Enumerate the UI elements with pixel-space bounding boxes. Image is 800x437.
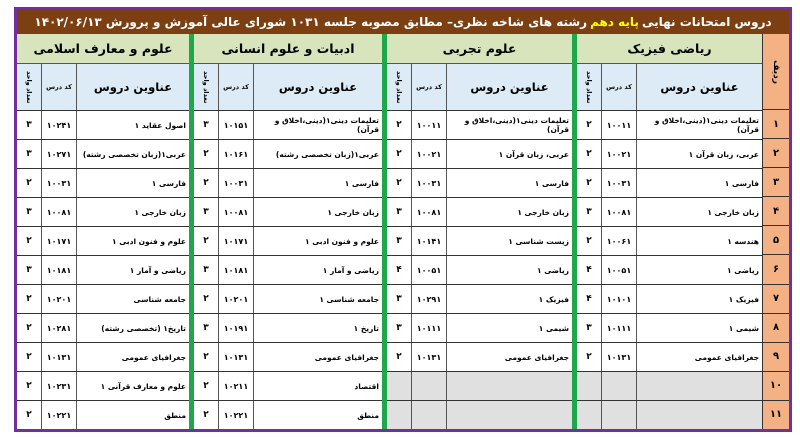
course-code-cell: ۱۰۱۳۱ (41, 343, 76, 371)
course-title-cell: منطق (76, 401, 189, 429)
column-header-units (387, 64, 411, 110)
column-header-code: کد درس (411, 64, 446, 110)
course-code-cell: ۱۰۲۳۱ (41, 372, 76, 400)
course-code-cell: ۱۰۰۳۱ (218, 169, 253, 197)
course-units-cell: ۲ (396, 149, 402, 159)
course-code-cell: ۱۰۰۳۱ (601, 169, 636, 197)
table-row (17, 111, 189, 140)
row-number-cell: ۱۱ (769, 409, 783, 421)
course-title-cell: عربی، زبان قرآن ۱ (636, 140, 762, 168)
course-code-cell: ۱۰۱۸۱ (41, 256, 76, 284)
course-title-cell: جامعه شناسی (76, 285, 189, 313)
table-row (17, 372, 189, 401)
table-row (387, 372, 572, 401)
course-units-cell (387, 401, 411, 429)
course-title-cell: ریاضی و آمار ۱ (253, 256, 382, 284)
course-title-cell: منطق (253, 401, 382, 429)
course-units-cell: ۳ (26, 207, 32, 217)
course-units-cell: ۳ (586, 323, 592, 333)
title-part-2: رشته های شاخه نظری– مطابق مصوبه جلسه ۱۰۳۱ شورای عالی آموزش و پرورش ۱۴۰۲/۰۶/۱۳ (34, 14, 588, 29)
column-header-row (194, 64, 382, 111)
course-code-cell: ۱۰۱۳۱ (411, 343, 446, 371)
table-row (17, 198, 189, 227)
group-olum-tajrobi (382, 34, 572, 429)
course-units-cell: ۲ (203, 381, 209, 391)
course-code-cell: ۱۰۰۸۱ (218, 198, 253, 226)
row-number-header (763, 34, 789, 110)
table-row (194, 256, 382, 285)
course-title-cell: ریاضی ۱ (636, 256, 762, 284)
course-units-cell: ۲ (396, 120, 402, 130)
row-number-cell: ۳ (763, 168, 789, 197)
course-code-cell: ۱۰۱۳۱ (218, 343, 253, 371)
course-title-cell: علوم و معارف قرآنی ۱ (76, 372, 189, 400)
course-code-cell (601, 401, 636, 429)
course-units-cell: ۲ (26, 323, 32, 333)
course-units-cell: ۲ (26, 178, 32, 188)
row-number-cell: ۹ (763, 343, 789, 372)
column-header-units (577, 64, 601, 110)
course-units-cell: ۳ (203, 207, 209, 217)
column-header-units-label: تعداد واحد (585, 70, 593, 104)
course-units-cell: ۲ (396, 178, 402, 188)
course-units-cell: ۲ (586, 178, 592, 188)
table-row (17, 140, 189, 169)
group-header: علوم و معارف اسلامی (17, 34, 189, 64)
course-title-cell: جغرافیای عمومی (76, 343, 189, 371)
course-units-cell: ۳ (26, 265, 32, 275)
table-row (577, 169, 762, 198)
course-title-cell: تعلیمات دینی۱(دینی،اخلاق و قرآن) (446, 111, 572, 139)
table-row (577, 198, 762, 227)
table-row (577, 343, 762, 372)
course-code-cell: ۱۰۰۵۱ (411, 256, 446, 284)
course-title-cell: فارسی ۱ (636, 169, 762, 197)
group-header: علوم تجربی (387, 34, 572, 64)
course-units-cell: ۳ (396, 294, 402, 304)
course-code-cell: ۱۰۱۱۱ (411, 314, 446, 342)
course-title-cell: عربی۱(زبان تخصصی رشته) (76, 140, 189, 168)
course-code-cell: ۱۰۱۹۱ (218, 314, 253, 342)
course-code-cell: ۱۰۰۸۱ (411, 198, 446, 226)
course-title-cell: شیمی ۱ (446, 314, 572, 342)
course-code-cell: ۱۰۱۰۱ (601, 285, 636, 313)
table-row (194, 198, 382, 227)
course-code-cell: ۱۰۰۸۱ (601, 198, 636, 226)
course-units-cell: ۳ (396, 236, 402, 246)
course-units-cell: ۳ (396, 207, 402, 217)
table-row (194, 140, 382, 169)
table-row (387, 285, 572, 314)
course-title-cell: علوم و فنون ادبی ۱ (253, 227, 382, 255)
course-title-cell: فارسی ۱ (76, 169, 189, 197)
course-code-cell: ۱۰۱۱۱ (601, 314, 636, 342)
column-header-units-label: تعداد واحد (25, 70, 33, 104)
table-row (194, 111, 382, 140)
table-row (577, 227, 762, 256)
table-row (387, 256, 572, 285)
course-code-cell: ۱۰۱۷۱ (41, 227, 76, 255)
title-highlight: پایه دهم (590, 14, 639, 29)
course-code-cell: ۱۰۱۵۱ (218, 111, 253, 139)
course-code-cell (601, 372, 636, 400)
table-row (194, 314, 382, 343)
course-code-cell: ۱۰۲۰۱ (41, 285, 76, 313)
course-title-cell: فارسی ۱ (253, 169, 382, 197)
course-title-cell: علوم و فنون ادبی ۱ (76, 227, 189, 255)
course-units-cell: ۲ (203, 410, 209, 420)
course-code-cell (411, 372, 446, 400)
course-title-cell: اصول عقاید ۱ (76, 111, 189, 139)
row-number-column (762, 34, 789, 429)
row-number-cell: ۱۰ (763, 372, 789, 401)
course-code-cell: ۱۰۲۸۱ (41, 314, 76, 342)
course-code-cell: ۱۰۱۷۱ (218, 227, 253, 255)
column-header-code: کد درس (601, 64, 636, 110)
course-units-cell (577, 401, 601, 429)
table-row (17, 256, 189, 285)
course-units-cell: ۴ (586, 294, 592, 304)
course-units-cell: ۴ (586, 265, 592, 275)
course-title-cell: زبان خارجی ۱ (76, 198, 189, 226)
course-units-cell: ۲ (586, 120, 592, 130)
table-row (387, 111, 572, 140)
course-title-cell (636, 401, 762, 429)
table-row (577, 285, 762, 314)
row-number-cell: ۲ (763, 139, 789, 168)
group-header: ادبیات و علوم انسانی (194, 34, 382, 64)
course-units-cell: ۳ (26, 120, 32, 130)
course-title-cell: تعلیمات دینی۱(دینی،اخلاق و قرآن) (636, 111, 762, 139)
course-title-cell (446, 401, 572, 429)
table-row (17, 401, 189, 429)
group-adabiat-ensani (189, 34, 382, 429)
group-header: ریاضی فیزیک (577, 34, 762, 64)
table-row (577, 140, 762, 169)
course-code-cell: ۱۰۲۹۱ (411, 285, 446, 313)
exam-table-sheet (14, 7, 792, 432)
course-units-cell: ۳ (396, 323, 402, 333)
course-code-cell: ۱۰۱۴۱ (411, 227, 446, 255)
column-header-row (577, 64, 762, 111)
row-number-header-label: ردیف (771, 59, 781, 84)
column-header-title: عناوین دروس (76, 64, 189, 110)
table-row (387, 227, 572, 256)
course-title-cell: جغرافیای عمومی (446, 343, 572, 371)
table-row (17, 285, 189, 314)
course-title-cell: هندسه ۱ (636, 227, 762, 255)
course-code-cell: ۱۰۰۱۱ (411, 111, 446, 139)
column-header-row (387, 64, 572, 111)
course-code-cell: ۱۰۰۳۱ (41, 169, 76, 197)
course-code-cell: ۱۰۲۲۱ (41, 401, 76, 429)
course-title-cell: زبان خارجی ۱ (253, 198, 382, 226)
course-code-cell: ۱۰۲۴۱ (41, 111, 76, 139)
course-title-cell: تاریخ ۱ (253, 314, 382, 342)
column-header-row (17, 64, 189, 111)
table-row (194, 372, 382, 401)
row-number-cell: ۱ (763, 110, 789, 139)
course-code-cell: ۱۰۰۵۱ (601, 256, 636, 284)
course-title-cell: جغرافیای عمومی (253, 343, 382, 371)
group-maaref-eslami (17, 34, 189, 429)
table-row (17, 169, 189, 198)
column-header-title: عناوین دروس (636, 64, 762, 110)
table-row (387, 140, 572, 169)
course-code-cell: ۱۰۰۸۱ (41, 198, 76, 226)
table-row (577, 256, 762, 285)
column-header-units (194, 64, 218, 110)
table-row (194, 169, 382, 198)
table-row (387, 401, 572, 429)
table-row (577, 401, 762, 429)
course-code-cell: ۱۰۱۶۱ (218, 140, 253, 168)
course-units-cell: ۲ (26, 236, 32, 246)
column-header-title: عناوین دروس (253, 64, 382, 110)
group-riazi-fizik (572, 34, 762, 429)
row-number-cell: ۴ (763, 197, 789, 226)
course-units-cell: ۳ (203, 120, 209, 130)
course-units-cell: ۲ (203, 294, 209, 304)
course-title-cell (446, 372, 572, 400)
course-title-cell: اقتصاد (253, 372, 382, 400)
course-code-cell: ۱۰۱۸۱ (218, 256, 253, 284)
course-title-cell: ریاضی و آمار ۱ (76, 256, 189, 284)
course-title-cell: زیست شناسی ۱ (446, 227, 572, 255)
course-units-cell: ۲ (586, 236, 592, 246)
course-code-cell: ۱۰۰۱۱ (601, 111, 636, 139)
course-units-cell: ۲ (586, 352, 592, 362)
course-title-cell: فیزیک ۱ (636, 285, 762, 313)
course-units-cell: ۲ (203, 236, 209, 246)
course-units-cell: ۳ (586, 207, 592, 217)
row-number-cell: ۵ (763, 226, 789, 255)
course-units-cell: ۲ (203, 178, 209, 188)
table-row (577, 111, 762, 140)
course-title-cell: جامعه شناسی ۱ (253, 285, 382, 313)
course-code-cell: ۱۰۲۷۱ (41, 140, 76, 168)
course-title-cell: ریاضی ۱ (446, 256, 572, 284)
title-part-1: دروس امتحانات نهایی (641, 14, 772, 29)
column-header-units-label: تعداد واحد (202, 70, 210, 104)
course-code-cell: ۱۰۲۰۱ (218, 285, 253, 313)
table-row (387, 343, 572, 372)
course-code-cell: ۱۰۲۱۱ (218, 372, 253, 400)
course-units-cell (577, 372, 601, 400)
table-row (387, 169, 572, 198)
course-units-cell (387, 372, 411, 400)
column-header-code: کد درس (41, 64, 76, 110)
course-code-cell: ۱۰۰۶۱ (601, 227, 636, 255)
course-units-cell: ۲ (396, 352, 402, 362)
table-row (387, 198, 572, 227)
course-units-cell: ۳ (203, 323, 209, 333)
course-title-cell: جغرافیای عمومی (636, 343, 762, 371)
course-title-cell: عربی۱(زبان تخصصی رشته) (253, 140, 382, 168)
table-row (194, 343, 382, 372)
course-title-cell: فارسی ۱ (446, 169, 572, 197)
course-code-cell: ۱۰۱۳۱ (601, 343, 636, 371)
course-title-cell: عربی، زبان قرآن ۱ (446, 140, 572, 168)
column-header-units (17, 64, 41, 110)
course-grid (17, 34, 789, 429)
course-units-cell: ۲ (203, 149, 209, 159)
table-row (17, 227, 189, 256)
course-units-cell: ۳ (26, 149, 32, 159)
course-title-cell: زبان خارجی ۱ (446, 198, 572, 226)
course-title-cell: تاریخ۱ (تخصصی رشته) (76, 314, 189, 342)
course-title-cell: تعلیمات دینی۱(دینی،اخلاق و قرآن) (253, 111, 382, 139)
table-row (387, 314, 572, 343)
row-number-cell: ۶ (763, 255, 789, 284)
course-title-cell: زبان خارجی ۱ (636, 198, 762, 226)
row-number-cell: ۷ (763, 285, 789, 314)
table-row (17, 314, 189, 343)
course-units-cell: ۴ (396, 265, 402, 275)
column-header-units-label: تعداد واحد (395, 70, 403, 104)
course-units-cell: ۲ (26, 352, 32, 362)
course-code-cell: ۱۰۰۲۱ (411, 140, 446, 168)
row-number-cell: ۸ (763, 314, 789, 343)
course-units-cell: ۲ (26, 381, 32, 391)
course-units-cell: ۳ (203, 265, 209, 275)
course-code-cell: ۱۰۰۲۱ (601, 140, 636, 168)
page-title (17, 9, 789, 34)
course-code-cell: ۱۰۰۳۱ (411, 169, 446, 197)
course-units-cell: ۲ (203, 352, 209, 362)
course-title-cell: فیزیک ۱ (446, 285, 572, 313)
course-units-cell: ۲ (586, 149, 592, 159)
table-row (194, 401, 382, 429)
course-code-cell: ۱۰۲۲۱ (218, 401, 253, 429)
course-title-cell: شیمی ۱ (636, 314, 762, 342)
table-row (17, 343, 189, 372)
table-row (194, 285, 382, 314)
table-row (577, 314, 762, 343)
column-header-title: عناوین دروس (446, 64, 572, 110)
course-title-cell (636, 372, 762, 400)
course-units-cell: ۲ (26, 294, 32, 304)
table-row (194, 227, 382, 256)
course-code-cell (411, 401, 446, 429)
table-row (577, 372, 762, 401)
column-header-code: کد درس (218, 64, 253, 110)
course-units-cell: ۲ (26, 410, 32, 420)
